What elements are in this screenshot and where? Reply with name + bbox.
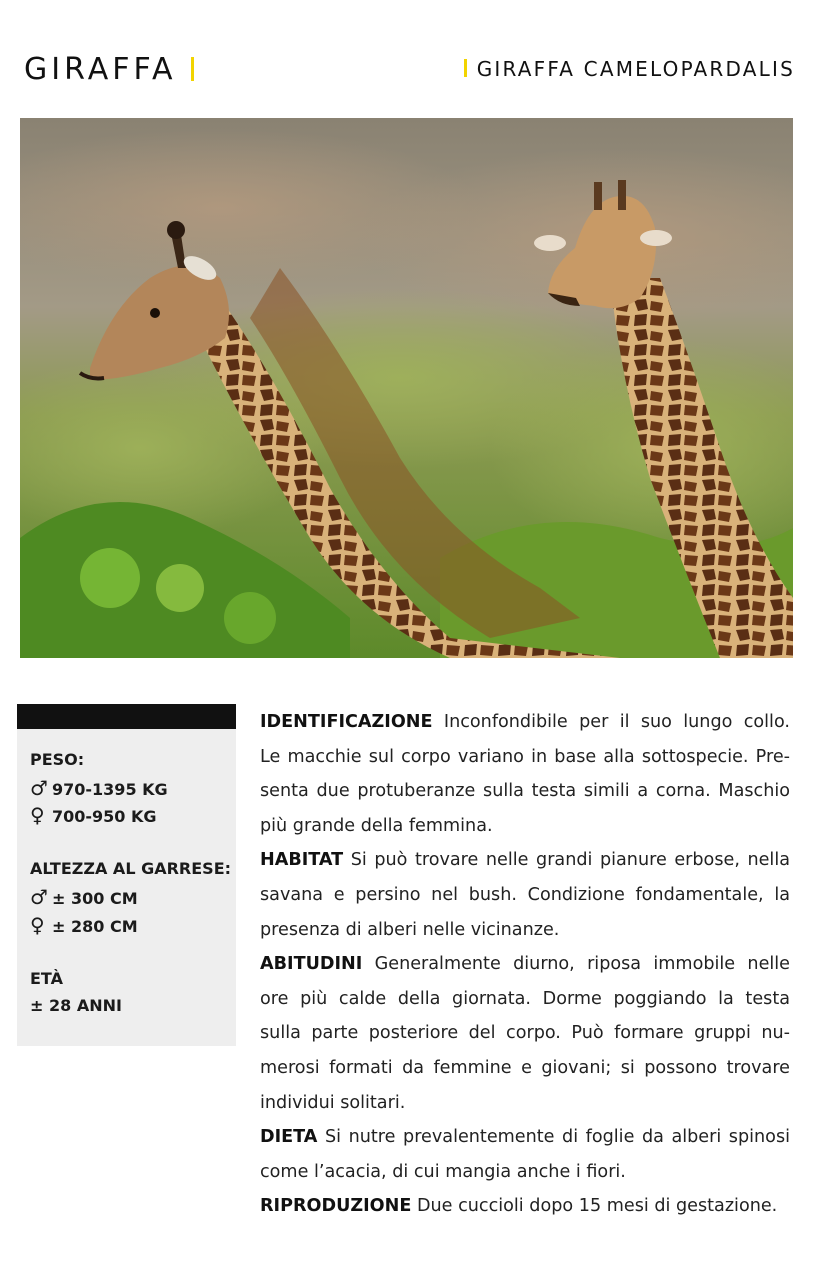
text-line: savana e persino nel bush. Condizione fondamentale, la [260, 884, 790, 905]
section-keyword: IDENTIFICAZIONE [260, 712, 433, 732]
section-identificazione [260, 705, 790, 843]
stats-panel [17, 704, 236, 1046]
section-abitudini [260, 947, 790, 1120]
male-icon: ♂ [30, 776, 48, 800]
height-label: ALTEZZA AL GARRESE: [30, 859, 232, 878]
latin-accent-bar [464, 59, 467, 77]
section-riproduzione [260, 1189, 790, 1224]
common-name: GIRAFFA [24, 52, 177, 87]
female-icon: ♀ [30, 803, 45, 827]
section-dieta [260, 1120, 790, 1189]
height-male [30, 885, 138, 909]
latin-name: GIRAFFA CAMELOPARDALIS [476, 57, 795, 81]
text-line: senta due protuberanze sulla testa simili a corna. Maschio [260, 781, 790, 802]
text-line: individui solitari. [260, 1092, 406, 1113]
section-keyword: DIETA [260, 1127, 318, 1148]
section-keyword: RIPRODUZIONE [260, 1196, 412, 1217]
male-icon: ♂ [30, 885, 48, 909]
text-line: più grande della femmina. [260, 815, 493, 836]
text-line: HABITAT Si può trovare nelle grandi pianure erbose, nella [260, 850, 790, 871]
stats-header-bar [17, 704, 236, 729]
text-line: presenza di alberi nelle vicinanze. [260, 919, 560, 940]
text-line: sulla parte posteriore del corpo. Può formare gruppi nu- [260, 1023, 790, 1044]
text-line: merosi formati da femmine e giovani; si possono trovare [260, 1057, 790, 1078]
height-male-value: ± 300 CM [52, 889, 138, 908]
text-line: DIETA Si nutre prevalentemente di foglie da alberi spinosi [260, 1127, 790, 1148]
photo-illustration [20, 118, 793, 658]
text-line: ore più calde della giornata. Dorme poggiando la testa [260, 988, 790, 1009]
page-title [24, 52, 194, 87]
text-line: ABITUDINI Generalmente diurno, riposa immobile nelle [260, 954, 790, 975]
female-icon: ♀ [30, 913, 45, 937]
age-label: ETÀ [30, 969, 63, 988]
giraffes-photo [20, 118, 793, 658]
text-line: Le macchie sul corpo variano in base alla sottospecie. Pre- [260, 746, 790, 767]
text-line: IDENTIFICAZIONE Inconfondibile per il suo lungo collo. [260, 712, 790, 732]
weight-male-value: 970-1395 KG [52, 780, 168, 799]
description-text [260, 705, 790, 1224]
weight-female-value: 700-950 KG [52, 807, 157, 826]
title-accent-bar [191, 57, 194, 81]
section-keyword: HABITAT [260, 850, 344, 871]
scientific-name-heading [464, 57, 795, 81]
section-habitat [260, 843, 790, 947]
weight-label: PESO: [30, 750, 85, 769]
height-female-value: ± 280 CM [52, 917, 138, 936]
weight-male [30, 776, 168, 800]
text-line: come l’acacia, di cui mangia anche i fiori. [260, 1161, 626, 1182]
height-female [30, 913, 138, 937]
weight-female [30, 803, 157, 827]
text-line: RIPRODUZIONE Due cuccioli dopo 15 mesi di gestazione. [260, 1196, 778, 1217]
age-value: ± 28 ANNI [30, 996, 122, 1015]
section-keyword: ABITUDINI [260, 954, 363, 975]
